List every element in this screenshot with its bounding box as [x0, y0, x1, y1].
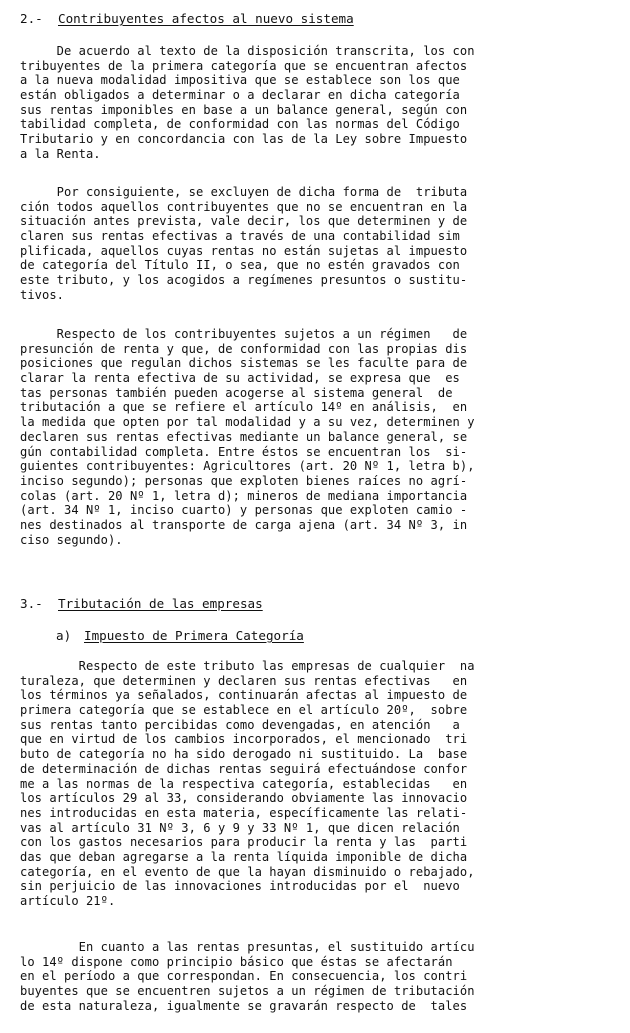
text-line: De acuerdo al texto de la disposición transcrita, los con — [20, 44, 475, 58]
section-3-paragraph-1 — [20, 659, 612, 909]
text-line: gún contabilidad completa. Entre éstos se encuentran los si- — [20, 444, 468, 459]
text-line: lo 14º dispone como principio básico que éstas se afectarán — [20, 954, 453, 969]
text-line: sus rentas imponibles en base a un balance general, según con — [20, 102, 468, 117]
section-3-title: Tributación de las empresas — [58, 596, 263, 611]
text-line: me a las normas de la respectiva categoría, establecidas en — [20, 776, 468, 791]
subsection-a-heading — [56, 628, 304, 643]
text-line: sin perjuicio de las innovaciones introducidas por el nuevo — [20, 879, 460, 894]
text-line: con los gastos necesarios para producir la renta y las parti — [20, 835, 468, 850]
text-line: posiciones que regulan dichos sistemas se les faculte para de — [20, 356, 468, 371]
text-line: de determinación de dichas rentas seguirá efectuándose confor — [20, 761, 468, 776]
text-line: de categoría del Título II, o sea, que no estén gravados con — [20, 258, 460, 273]
text-line: artículo 21º. — [20, 894, 116, 908]
text-line: tabilidad completa, de conformidad con las normas del Código — [20, 117, 460, 132]
section-3-heading — [20, 596, 263, 611]
text-line: nes introducidas en esta materia, específicamente las relati- — [20, 805, 468, 820]
text-line: clarar la renta efectiva de su actividad, se expresa que es — [20, 371, 460, 386]
text-line: de esta naturaleza, igualmente se gravarán respecto de tales — [20, 998, 468, 1013]
section-2-paragraph-2 — [20, 185, 612, 303]
text-line: (art. 34 Nº 1, inciso cuarto) y personas que exploten camio - — [20, 503, 468, 518]
text-line: tivos. — [20, 287, 64, 302]
text-line: En cuanto a las rentas presuntas, el sustituido artícu — [20, 940, 475, 954]
text-line: declaren sus rentas efectivas mediante un balance general, se — [20, 429, 468, 444]
text-line: primera categoría que se establece en el artículo 20º, sobre — [20, 703, 468, 718]
section-3-number: 3.- — [20, 596, 43, 611]
text-line: plificada, aquellos cuyas rentas no están sujetas al impuesto — [20, 243, 468, 258]
text-line: los artículos 29 al 33, considerando obviamente las innovacio — [20, 791, 468, 806]
section-2-number: 2.- — [20, 11, 43, 26]
text-line: nes destinados al transporte de carga ajena (art. 34 Nº 3, in — [20, 517, 468, 532]
text-line: vas al artículo 31 Nº 3, 6 y 9 y 33 Nº 1, que dicen relación — [20, 820, 460, 835]
text-line: buyentes que se encuentren sujetos a un régimen de tributación — [20, 984, 475, 999]
text-line: claren sus rentas efectivas a través de una contabilidad sim — [20, 229, 460, 244]
section-2-paragraph-3 — [20, 327, 612, 547]
text-line: sus rentas tanto percibidas como devengadas, en atención a — [20, 717, 460, 732]
section-2-heading — [20, 11, 354, 26]
text-line: buto de categoría no ha sido derogado ni sustituido. La base — [20, 747, 468, 762]
section-2-paragraph-1 — [20, 44, 612, 162]
section-2-title: Contribuyentes afectos al nuevo sistema — [58, 11, 354, 26]
text-line: colas (art. 20 Nº 1, letra d); mineros de mediana importancia — [20, 488, 468, 503]
text-line: presunción de renta y que, de conformidad con las propias dis — [20, 341, 468, 356]
text-line: categoría, en el evento de que la hayan disminuido o rebajado, — [20, 864, 475, 879]
text-line: tribuyentes de la primera categoría que se encuentran afectos — [20, 58, 468, 73]
text-line: los términos ya señalados, continuarán afectas al impuesto de — [20, 688, 468, 703]
text-line: la medida que opten por tal modalidad y a su vez, determinen y — [20, 415, 475, 430]
text-line: tas personas también pueden acogerse al sistema general de — [20, 385, 453, 400]
text-line: ción todos aquellos contribuyentes que no se encuentran en la — [20, 199, 468, 214]
text-line: a la nueva modalidad impositiva que se establece son los que — [20, 73, 460, 88]
text-line: este tributo, y los acogidos a regímenes presuntos o sustitu- — [20, 273, 468, 288]
text-line: inciso segundo); personas que exploten bienes raíces no agrí- — [20, 473, 468, 488]
text-line: a la Renta. — [20, 146, 101, 161]
text-line: turaleza, que determinen y declaren sus rentas efectivas en — [20, 673, 468, 688]
text-line: Respecto de los contribuyentes sujetos a un régimen de — [20, 327, 468, 341]
text-line: situación antes prevista, vale decir, los que determinen y de — [20, 214, 468, 229]
text-line: tributación a que se refiere el artículo 14º en análisis, en — [20, 400, 468, 415]
text-line: Por consiguiente, se excluyen de dicha forma de tributa — [20, 185, 468, 199]
text-line: en el período a que correspondan. En consecuencia, los contri — [20, 969, 468, 984]
section-3-paragraph-2 — [20, 940, 612, 1013]
subsection-a-title: Impuesto de Primera Categoría — [84, 628, 304, 643]
text-line: das que deban agregarse a la renta líquida imponible de dicha — [20, 849, 468, 864]
text-line: guientes contribuyentes: Agricultores (art. 20 Nº 1, letra b), — [20, 459, 475, 474]
subsection-a-label: a) — [56, 628, 72, 643]
text-line: están obligados a determinar o a declarar en dicha categoría — [20, 88, 460, 103]
text-line: Respecto de este tributo las empresas de cualquier na — [20, 659, 475, 673]
text-line: ciso segundo). — [20, 532, 123, 547]
text-line: Tributario y en concordancia con las de la Ley sobre Impuesto — [20, 132, 468, 147]
text-line: que en virtud de los cambios incorporados, el mencionado tri — [20, 732, 468, 747]
